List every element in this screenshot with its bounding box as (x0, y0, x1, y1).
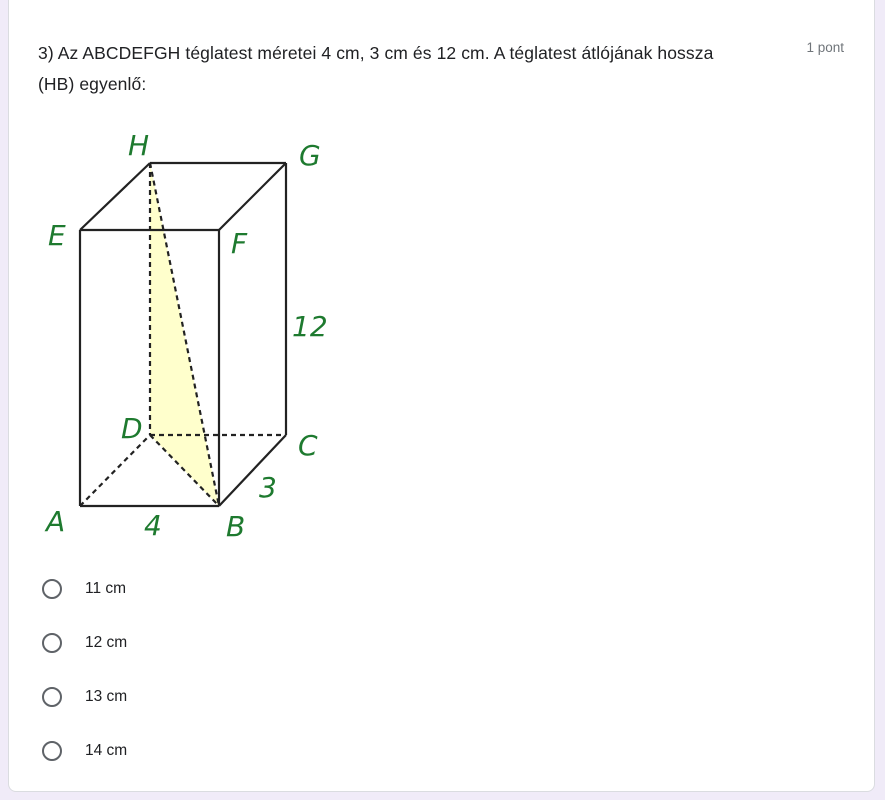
vertex-label-b: B (226, 510, 246, 543)
dimension-depth-label: 3 (259, 471, 277, 504)
vertex-label-e: E (48, 219, 66, 252)
dimension-height-label: 12 (292, 310, 328, 343)
radio-button[interactable] (42, 687, 62, 707)
option-label: 14 cm (85, 742, 128, 759)
option-12cm[interactable] (42, 616, 127, 670)
vertex-label-f: F (231, 227, 248, 260)
vertex-label-c: C (298, 429, 318, 462)
question-card (8, 0, 875, 792)
option-label: 12 cm (85, 634, 128, 651)
answer-options (42, 562, 127, 778)
option-14cm[interactable] (42, 724, 127, 778)
option-label: 11 cm (85, 580, 127, 597)
cuboid-figure (36, 133, 336, 548)
vertex-label-d: D (121, 412, 143, 445)
option-11cm[interactable] (42, 562, 127, 616)
question-title: 3) Az ABCDEFGH téglatest méretei 4 cm, 3 cm és 12 cm. A téglatest átlójának hossza (HB) egyenlő: (38, 43, 714, 94)
edge-ad (80, 435, 150, 506)
edge-fg (219, 163, 286, 230)
points-label: 1 pont (806, 40, 844, 55)
radio-button[interactable] (42, 579, 62, 599)
option-label: 13 cm (85, 688, 128, 705)
vertex-label-h: H (128, 133, 150, 162)
vertex-label-a: A (46, 505, 66, 538)
edge-eh (80, 163, 150, 230)
option-13cm[interactable] (42, 670, 127, 724)
radio-button[interactable] (42, 741, 62, 761)
radio-button[interactable] (42, 633, 62, 653)
dimension-width-label: 4 (144, 509, 162, 542)
vertex-label-g: G (299, 139, 321, 172)
